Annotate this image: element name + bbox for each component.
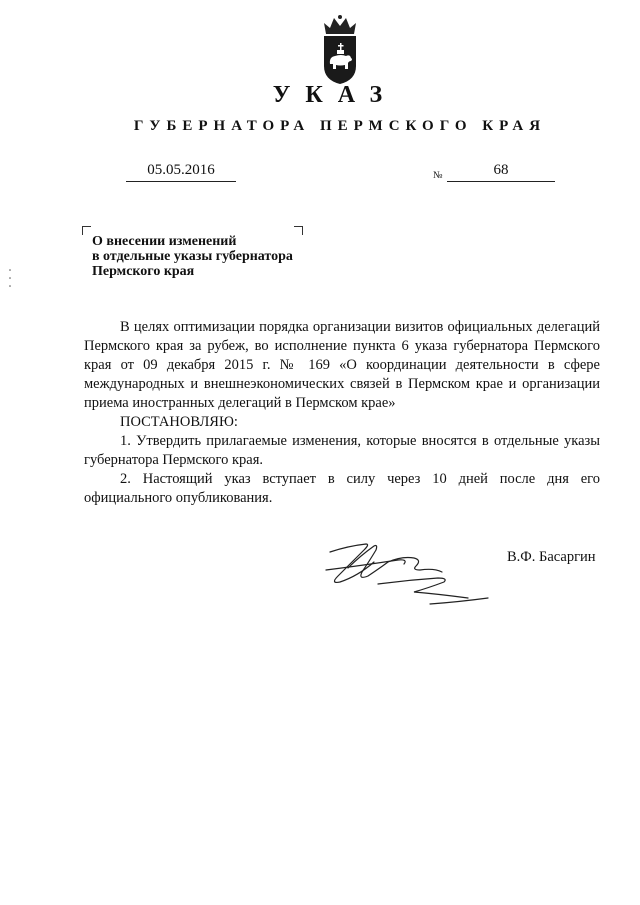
- document-heading: [92, 234, 352, 279]
- document-date: 05.05.2016: [126, 162, 236, 182]
- preamble-paragraph: В целях оптимизации порядка организации визитов официальных делегаций Пермского края за рубеж, во исполнение пункта 6 указа губернатора Пермского края от 09 декабря 2015 г. № 169 «О координации деятельности в сфере международных и внешнеэкономических связей в Пермском крае и организации приема иностранных делегаций в Пермском крае»: [84, 319, 600, 411]
- scan-margin-dots: [8, 268, 12, 288]
- signer-name: В.Ф. Басаргин: [507, 549, 596, 565]
- decree-item-1: 1. Утвердить прилагаемые изменения, которые вносятся в отдельные указы губернатора Пермского края.: [84, 433, 600, 468]
- handwritten-signature: [318, 532, 498, 612]
- perm-krai-coat-of-arms-icon: [315, 14, 365, 86]
- document-body: [84, 318, 600, 508]
- number-sign: №: [433, 170, 443, 181]
- document-number-block: [433, 162, 555, 182]
- heading-corner-mark-left: [82, 226, 91, 235]
- heading-line: Пермского края: [92, 264, 195, 279]
- document-title: УКАЗ: [272, 82, 398, 108]
- heading-line: О внесении изменений: [92, 234, 237, 249]
- decree-word: ПОСТАНОВЛЯЮ:: [120, 414, 238, 430]
- heading-line: в отдельные указы губернатора: [92, 249, 293, 264]
- decree-item-2: 2. Настоящий указ вступает в силу через 10 дней после дня его официального опубликования.: [84, 471, 600, 506]
- document-number: 68: [447, 162, 555, 182]
- document-subtitle: ГУБЕРНАТОРА ПЕРМСКОГО КРАЯ: [133, 118, 547, 134]
